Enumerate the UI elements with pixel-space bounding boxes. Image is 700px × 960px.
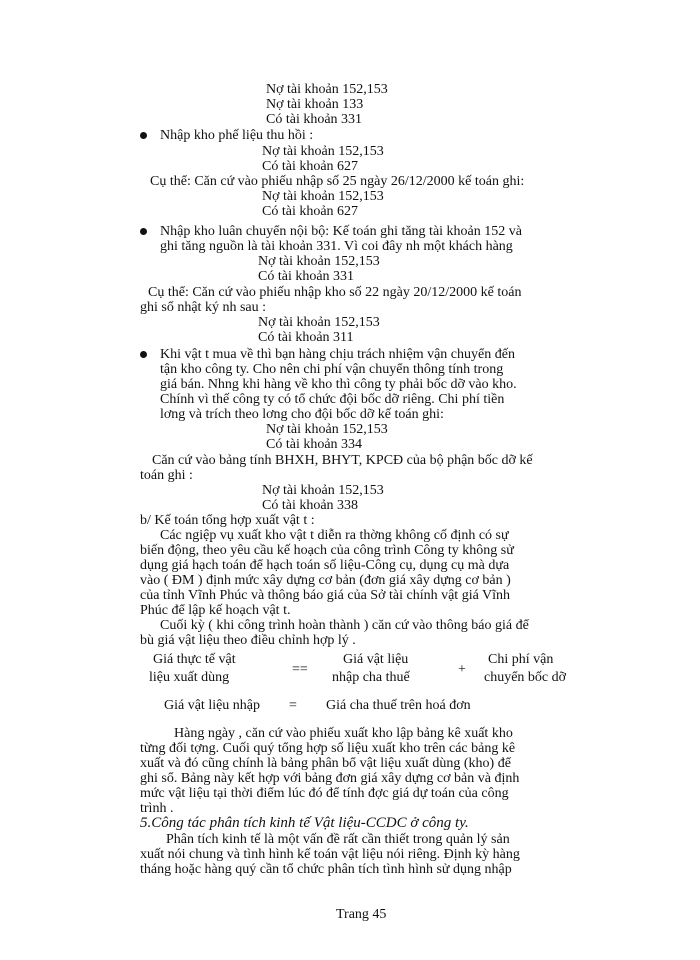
- paragraph-line: bù giá vật liệu theo điều chỉnh hợp lý .: [140, 633, 356, 648]
- formula-mid: nhập cha thuế: [332, 670, 410, 685]
- entry-line: Nợ tài khoản 152,153: [266, 422, 388, 437]
- bullet-text: giá bán. Nhng khi hàng về kho thì công ty phải bốc dỡ vào kho.: [160, 377, 517, 392]
- paragraph-line: Phân tích kinh tế là một vấn đề rất cần thiết trong quản lý sản: [166, 832, 510, 847]
- bullet-text: Nhập kho phế liệu thu hồi :: [160, 128, 314, 143]
- paragraph-line: trình .: [140, 801, 174, 816]
- entry-line: Nợ tài khoản 133: [266, 97, 364, 112]
- entry-line: Nợ tài khoản 152,153: [262, 189, 384, 204]
- paragraph-line: biến động, theo yêu cầu kế hoạch của công trình Công ty không sử: [140, 543, 514, 558]
- entry-line: Nợ tài khoản 152,153: [258, 254, 380, 269]
- bullet-text: Chính vì thế công ty có tổ chức đội bốc dỡ riêng. Chi phí tiền: [160, 392, 505, 407]
- entry-line: Nợ tài khoản 152,153: [262, 483, 384, 498]
- paragraph-line: ghi sổ. Bảng này kết hợp với bảng đơn giá xây dựng cơ bản và định: [140, 771, 520, 786]
- paragraph-line: ghi sổ nhật ký nh sau :: [140, 300, 266, 315]
- bullet-text: Khi vật t mua về thì bạn hàng chịu trách nhiệm vận chuyển đến: [160, 347, 515, 362]
- paragraph-line: Hàng ngày , căn cứ vào phiếu xuất kho lập bảng kê xuất kho: [174, 726, 513, 741]
- paragraph-line: Căn cứ vào bảng tính BHXH, BHYT, KPCĐ của bộ phận bốc dỡ kế: [152, 453, 533, 468]
- paragraph-line: mức vật liệu tại thời điểm lúc đó để tính đợc giá dự toán của công: [140, 786, 509, 801]
- entry-line: Có tài khoản 627: [262, 159, 359, 174]
- formula2-lhs: Giá vật liệu nhập: [164, 698, 261, 713]
- paragraph-line: tháng hoặc hàng quý cần tổ chức phân tích tình hình sử dụng nhập: [140, 862, 512, 877]
- paragraph-line: Cụ thể: Căn cứ vào phiếu nhập kho số 22 ngày 20/12/2000 kế toán: [148, 285, 522, 300]
- paragraph-line: Các ngiệp vụ xuất kho vật t diễn ra thờng không cố định có sự: [160, 528, 509, 543]
- bullet-text: lơng và trích theo lơng cho đội bốc dỡ kế toán ghi:: [160, 407, 444, 422]
- section-title: 5.Công tác phân tích kinh tế Vật liệu-CCDC ở công ty.: [140, 815, 469, 831]
- paragraph-line: dụng giá hạch toán để hạch toán số liệu-Công cụ, dụng cụ mà dựa: [140, 558, 510, 573]
- paragraph-line: Phúc để lập kế hoạch vật t.: [140, 603, 291, 618]
- entry-line: Nợ tài khoản 152,153: [258, 315, 380, 330]
- formula2-equals: =: [289, 698, 297, 713]
- entry-line: Có tài khoản 331: [266, 112, 363, 127]
- entry-line: Có tài khoản 334: [266, 437, 363, 452]
- formula-lhs: Giá thực tế vật: [153, 652, 236, 667]
- paragraph-line: xuất và đó cũng chính là bảng phân bổ vật liệu xuất dùng (kho) để: [140, 756, 511, 771]
- formula2-rhs: Giá cha thuế trên hoá đơn: [326, 698, 471, 713]
- entry-line: Có tài khoản 311: [258, 330, 354, 345]
- paragraph-line: của tỉnh Vĩnh Phúc và thông báo giá của Sở tài chính vật giá Vĩnh: [140, 588, 511, 603]
- paragraph-line: xuất nói chung và tình hình kế toán vật liệu nói riêng. Định kỳ hàng: [140, 847, 520, 862]
- entry-line: Nợ tài khoản 152,153: [266, 82, 388, 97]
- entry-line: Nợ tài khoản 152,153: [262, 144, 384, 159]
- paragraph-line: vào ( ĐM ) định mức xây dựng cơ bản (đơn giá xây dựng cơ bản ): [140, 573, 511, 588]
- bullet-text: Nhập kho luân chuyển nội bộ: Kế toán ghi tăng tài khoản 152 và: [160, 224, 522, 239]
- entry-line: Có tài khoản 627: [262, 204, 359, 219]
- formula-rhs: Chi phí vận: [488, 652, 554, 667]
- paragraph-line: toán ghi :: [140, 468, 193, 483]
- formula-equals: ==: [292, 662, 308, 677]
- bullet-text: tận kho công ty. Cho nên chi phí vận chuyển thông tính trong: [160, 362, 504, 377]
- paragraph-line: Cuối kỳ ( khi công trình hoàn thành ) căn cứ vào thông báo giá để: [160, 618, 529, 633]
- formula-lhs: liệu xuất dùng: [149, 670, 230, 685]
- paragraph-line: Cụ thể: Căn cứ vào phiếu nhập số 25 ngày 26/12/2000 kế toán ghi:: [150, 174, 525, 189]
- entry-line: Có tài khoản 331: [258, 269, 355, 284]
- bullet-text: ghi tăng nguồn là tài khoản 331. Vì coi đây nh một khách hàng: [160, 239, 513, 254]
- bullet-icon: [140, 351, 147, 358]
- bullet-icon: [140, 228, 147, 235]
- section-heading: b/ Kế toán tổng hợp xuất vật t :: [140, 513, 315, 528]
- paragraph-line: từng đối tợng. Cuối quý tổng hợp số liệu xuất kho trên các bảng kê: [140, 741, 516, 756]
- entry-line: Có tài khoản 338: [262, 498, 359, 513]
- page-number: Trang 45: [336, 907, 387, 922]
- formula-plus: +: [458, 662, 466, 677]
- bullet-icon: [140, 132, 147, 139]
- formula-rhs: chuyển bốc dỡ: [484, 670, 567, 685]
- formula-mid: Giá vật liệu: [343, 652, 409, 667]
